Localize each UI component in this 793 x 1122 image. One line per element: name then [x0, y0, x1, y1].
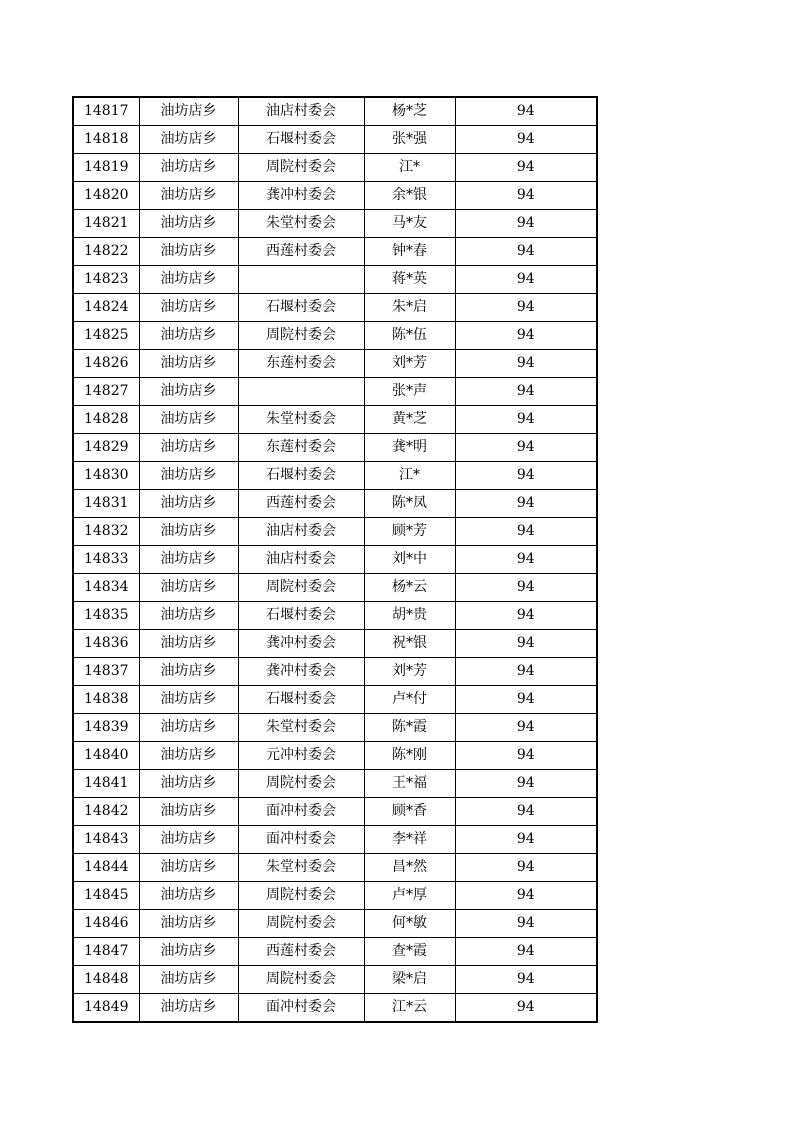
- person-name-cell: 陈*刚: [364, 742, 455, 770]
- village-committee-cell: 面冲村委会: [238, 798, 364, 826]
- table-row: [73, 742, 597, 770]
- person-name-cell: 李*祥: [364, 826, 455, 854]
- row-number-cell: 14818: [73, 126, 139, 154]
- town-cell: 油坊店乡: [139, 97, 238, 126]
- table-row: [73, 686, 597, 714]
- person-name-cell: 胡*贵: [364, 602, 455, 630]
- person-name-cell: 顾*芳: [364, 518, 455, 546]
- table-row: [73, 266, 597, 294]
- value-cell: 94: [455, 574, 597, 602]
- row-number-cell: 14847: [73, 938, 139, 966]
- village-committee-cell: 西莲村委会: [238, 490, 364, 518]
- table-row: [73, 182, 597, 210]
- row-number-cell: 14840: [73, 742, 139, 770]
- row-number-cell: 14845: [73, 882, 139, 910]
- town-cell: 油坊店乡: [139, 630, 238, 658]
- value-cell: 94: [455, 910, 597, 938]
- row-number-cell: 14827: [73, 378, 139, 406]
- village-committee-cell: 油店村委会: [238, 546, 364, 574]
- row-number-cell: 14836: [73, 630, 139, 658]
- row-number-cell: 14848: [73, 966, 139, 994]
- village-committee-cell: 石堰村委会: [238, 294, 364, 322]
- town-cell: 油坊店乡: [139, 854, 238, 882]
- person-name-cell: 余*银: [364, 182, 455, 210]
- village-committee-cell: 龚冲村委会: [238, 182, 364, 210]
- town-cell: 油坊店乡: [139, 910, 238, 938]
- row-number-cell: 14822: [73, 238, 139, 266]
- village-committee-cell: 石堰村委会: [238, 602, 364, 630]
- person-name-cell: 卢*厚: [364, 882, 455, 910]
- town-cell: 油坊店乡: [139, 518, 238, 546]
- village-committee-cell: 石堰村委会: [238, 126, 364, 154]
- table-row: [73, 490, 597, 518]
- village-committee-cell: 龚冲村委会: [238, 658, 364, 686]
- table-row: [73, 154, 597, 182]
- village-committee-cell: 东莲村委会: [238, 434, 364, 462]
- village-committee-cell: 朱堂村委会: [238, 406, 364, 434]
- town-cell: 油坊店乡: [139, 770, 238, 798]
- table-row: [73, 798, 597, 826]
- town-cell: 油坊店乡: [139, 154, 238, 182]
- person-name-cell: 刘*中: [364, 546, 455, 574]
- village-committee-cell: 龚冲村委会: [238, 630, 364, 658]
- value-cell: 94: [455, 854, 597, 882]
- value-cell: 94: [455, 658, 597, 686]
- row-number-cell: 14830: [73, 462, 139, 490]
- value-cell: 94: [455, 546, 597, 574]
- value-cell: 94: [455, 238, 597, 266]
- town-cell: 油坊店乡: [139, 938, 238, 966]
- person-name-cell: 顾*香: [364, 798, 455, 826]
- person-name-cell: 卢*付: [364, 686, 455, 714]
- table-row: [73, 294, 597, 322]
- row-number-cell: 14826: [73, 350, 139, 378]
- person-name-cell: 钟*春: [364, 238, 455, 266]
- village-committee-cell: 周院村委会: [238, 770, 364, 798]
- person-name-cell: 梁*启: [364, 966, 455, 994]
- person-name-cell: 何*敏: [364, 910, 455, 938]
- row-number-cell: 14849: [73, 994, 139, 1023]
- person-name-cell: 马*友: [364, 210, 455, 238]
- person-name-cell: 杨*芝: [364, 97, 455, 126]
- value-cell: 94: [455, 154, 597, 182]
- town-cell: 油坊店乡: [139, 434, 238, 462]
- person-name-cell: 刘*芳: [364, 350, 455, 378]
- village-committee-cell: 周院村委会: [238, 882, 364, 910]
- table-row: [73, 910, 597, 938]
- person-name-cell: 祝*银: [364, 630, 455, 658]
- person-name-cell: 昌*然: [364, 854, 455, 882]
- person-name-cell: 张*强: [364, 126, 455, 154]
- row-number-cell: 14838: [73, 686, 139, 714]
- row-number-cell: 14828: [73, 406, 139, 434]
- row-number-cell: 14834: [73, 574, 139, 602]
- table-row: [73, 378, 597, 406]
- value-cell: 94: [455, 182, 597, 210]
- town-cell: 油坊店乡: [139, 238, 238, 266]
- value-cell: 94: [455, 462, 597, 490]
- value-cell: 94: [455, 630, 597, 658]
- town-cell: 油坊店乡: [139, 686, 238, 714]
- person-name-cell: 陈*霞: [364, 714, 455, 742]
- value-cell: 94: [455, 294, 597, 322]
- table-row: [73, 546, 597, 574]
- town-cell: 油坊店乡: [139, 462, 238, 490]
- village-committee-cell: 元冲村委会: [238, 742, 364, 770]
- row-number-cell: 14839: [73, 714, 139, 742]
- village-committee-cell: 西莲村委会: [238, 238, 364, 266]
- village-committee-cell: [238, 378, 364, 406]
- person-name-cell: 张*声: [364, 378, 455, 406]
- village-committee-cell: 石堰村委会: [238, 462, 364, 490]
- value-cell: 94: [455, 770, 597, 798]
- town-cell: 油坊店乡: [139, 378, 238, 406]
- table-row: [73, 966, 597, 994]
- person-name-cell: 江*云: [364, 994, 455, 1023]
- value-cell: 94: [455, 210, 597, 238]
- village-committee-cell: 西莲村委会: [238, 938, 364, 966]
- row-number-cell: 14846: [73, 910, 139, 938]
- town-cell: 油坊店乡: [139, 714, 238, 742]
- table-row: [73, 406, 597, 434]
- value-cell: 94: [455, 97, 597, 126]
- person-name-cell: 刘*芳: [364, 658, 455, 686]
- row-number-cell: 14819: [73, 154, 139, 182]
- town-cell: 油坊店乡: [139, 966, 238, 994]
- town-cell: 油坊店乡: [139, 406, 238, 434]
- town-cell: 油坊店乡: [139, 546, 238, 574]
- value-cell: 94: [455, 714, 597, 742]
- town-cell: 油坊店乡: [139, 490, 238, 518]
- row-number-cell: 14831: [73, 490, 139, 518]
- town-cell: 油坊店乡: [139, 294, 238, 322]
- table-row: [73, 434, 597, 462]
- table-row: [73, 994, 597, 1023]
- table-row: [73, 350, 597, 378]
- town-cell: 油坊店乡: [139, 602, 238, 630]
- village-committee-cell: [238, 266, 364, 294]
- village-committee-cell: 朱堂村委会: [238, 714, 364, 742]
- person-name-cell: 江*: [364, 154, 455, 182]
- row-number-cell: 14844: [73, 854, 139, 882]
- table-row: [73, 882, 597, 910]
- value-cell: 94: [455, 350, 597, 378]
- table-row: [73, 518, 597, 546]
- town-cell: 油坊店乡: [139, 994, 238, 1023]
- value-cell: 94: [455, 602, 597, 630]
- person-name-cell: 王*福: [364, 770, 455, 798]
- value-cell: 94: [455, 966, 597, 994]
- table-row: [73, 770, 597, 798]
- value-cell: 94: [455, 518, 597, 546]
- value-cell: 94: [455, 266, 597, 294]
- row-number-cell: 14832: [73, 518, 139, 546]
- table-row: [73, 826, 597, 854]
- row-number-cell: 14835: [73, 602, 139, 630]
- town-cell: 油坊店乡: [139, 742, 238, 770]
- town-cell: 油坊店乡: [139, 210, 238, 238]
- village-committee-cell: 石堰村委会: [238, 686, 364, 714]
- table-row: [73, 602, 597, 630]
- town-cell: 油坊店乡: [139, 826, 238, 854]
- value-cell: 94: [455, 434, 597, 462]
- table-row: [73, 854, 597, 882]
- value-cell: 94: [455, 994, 597, 1023]
- row-number-cell: 14824: [73, 294, 139, 322]
- person-name-cell: 朱*启: [364, 294, 455, 322]
- value-cell: 94: [455, 126, 597, 154]
- value-cell: 94: [455, 938, 597, 966]
- village-committee-cell: 周院村委会: [238, 322, 364, 350]
- village-committee-cell: 油店村委会: [238, 97, 364, 126]
- value-cell: 94: [455, 798, 597, 826]
- village-committee-cell: 面冲村委会: [238, 994, 364, 1023]
- table-row: [73, 322, 597, 350]
- table-row: [73, 658, 597, 686]
- table-row: [73, 210, 597, 238]
- table-row: [73, 97, 597, 126]
- row-number-cell: 14821: [73, 210, 139, 238]
- village-committee-cell: 周院村委会: [238, 574, 364, 602]
- table-row: [73, 938, 597, 966]
- person-name-cell: 蒋*英: [364, 266, 455, 294]
- village-committee-cell: 面冲村委会: [238, 826, 364, 854]
- row-number-cell: 14837: [73, 658, 139, 686]
- value-cell: 94: [455, 406, 597, 434]
- value-cell: 94: [455, 882, 597, 910]
- town-cell: 油坊店乡: [139, 798, 238, 826]
- person-name-cell: 龚*明: [364, 434, 455, 462]
- value-cell: 94: [455, 742, 597, 770]
- town-cell: 油坊店乡: [139, 350, 238, 378]
- table-row: [73, 714, 597, 742]
- village-committee-cell: 朱堂村委会: [238, 854, 364, 882]
- person-name-cell: 江*: [364, 462, 455, 490]
- person-name-cell: 黄*芝: [364, 406, 455, 434]
- village-committee-cell: 东莲村委会: [238, 350, 364, 378]
- row-number-cell: 14841: [73, 770, 139, 798]
- town-cell: 油坊店乡: [139, 658, 238, 686]
- person-name-cell: 陈*凤: [364, 490, 455, 518]
- row-number-cell: 14829: [73, 434, 139, 462]
- value-cell: 94: [455, 490, 597, 518]
- town-cell: 油坊店乡: [139, 126, 238, 154]
- value-cell: 94: [455, 322, 597, 350]
- town-cell: 油坊店乡: [139, 182, 238, 210]
- person-name-cell: 杨*云: [364, 574, 455, 602]
- town-cell: 油坊店乡: [139, 882, 238, 910]
- row-number-cell: 14823: [73, 266, 139, 294]
- table-row: [73, 238, 597, 266]
- person-name-cell: 查*霞: [364, 938, 455, 966]
- row-number-cell: 14825: [73, 322, 139, 350]
- town-cell: 油坊店乡: [139, 266, 238, 294]
- village-committee-cell: 朱堂村委会: [238, 210, 364, 238]
- table-row: [73, 462, 597, 490]
- value-cell: 94: [455, 826, 597, 854]
- value-cell: 94: [455, 378, 597, 406]
- row-number-cell: 14817: [73, 97, 139, 126]
- table-body: [73, 97, 597, 1022]
- table-row: [73, 630, 597, 658]
- row-number-cell: 14820: [73, 182, 139, 210]
- village-committee-cell: 周院村委会: [238, 966, 364, 994]
- row-number-cell: 14843: [73, 826, 139, 854]
- town-cell: 油坊店乡: [139, 322, 238, 350]
- village-committee-cell: 周院村委会: [238, 910, 364, 938]
- data-table: [72, 96, 598, 1023]
- table-row: [73, 126, 597, 154]
- row-number-cell: 14842: [73, 798, 139, 826]
- person-name-cell: 陈*伍: [364, 322, 455, 350]
- table-row: [73, 574, 597, 602]
- village-committee-cell: 周院村委会: [238, 154, 364, 182]
- village-committee-cell: 油店村委会: [238, 518, 364, 546]
- value-cell: 94: [455, 686, 597, 714]
- town-cell: 油坊店乡: [139, 574, 238, 602]
- row-number-cell: 14833: [73, 546, 139, 574]
